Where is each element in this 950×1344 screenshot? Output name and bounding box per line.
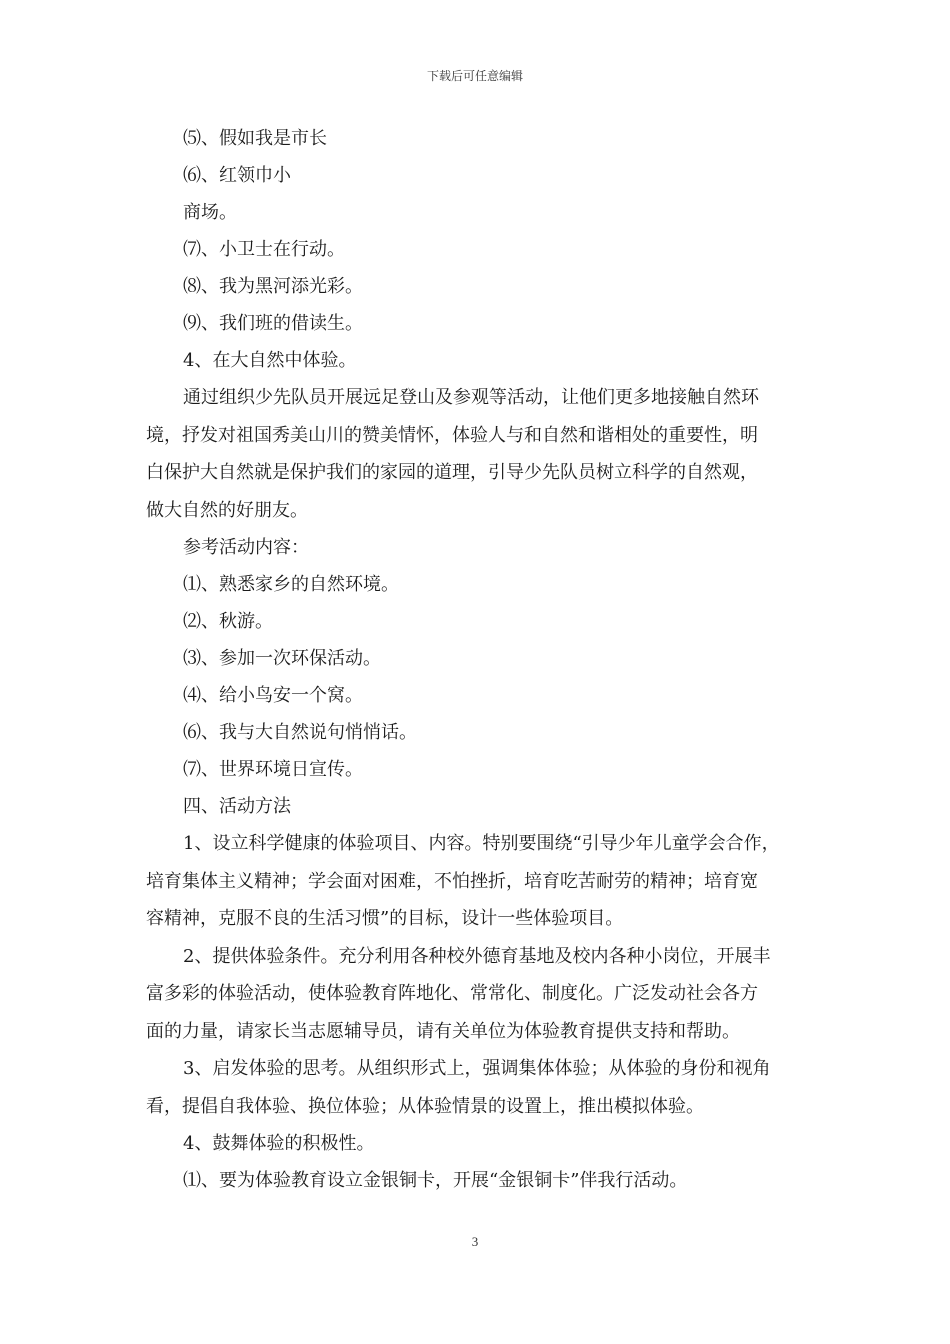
paragraph-line: 3、启发体验的思考。从组织形式上，强调集体体验；从体验的身份和视角 xyxy=(183,1058,771,1079)
list-item: ⑺、小卫士在行动。 xyxy=(183,239,345,260)
document-body xyxy=(146,120,826,1199)
section-heading: 4、在大自然中体验。 xyxy=(183,350,357,371)
list-item: ⑸、假如我是市长 xyxy=(183,128,327,149)
paragraph-line: 2、提供体验条件。充分利用各种校外德育基地及校内各种小岗位，开展丰 xyxy=(183,945,771,967)
paragraph-line: 境，抒发对祖国秀美山川的赞美情怀，体验人与和自然和谐相处的重要性，明 xyxy=(146,424,758,446)
list-item: ⑴、要为体验教育设立金银铜卡，开展“金银铜卡”伴我行活动。 xyxy=(183,1170,688,1191)
paragraph-method-3 xyxy=(146,1050,826,1125)
paragraph-line: 容精神，克服不良的生活习惯”的目标，设计一些体验项目。 xyxy=(146,908,624,929)
section-heading: 四、活动方法 xyxy=(183,796,291,817)
paragraph-method-2 xyxy=(146,938,826,1051)
paragraph-method-1 xyxy=(146,825,826,938)
paragraph-line: 看，提倡自我体验、换位体验；从体验情景的设置上，推出模拟体验。 xyxy=(146,1095,704,1117)
paragraph-line: 白保护大自然就是保护我们的家园的道理，引导少先队员树立科学的自然观， xyxy=(146,462,758,483)
list-item: ⑹、红领巾小 xyxy=(183,165,291,186)
paragraph-line: 培育集体主义精神；学会面对困难，不怕挫折，培育吃苦耐劳的精神；培育宽 xyxy=(146,870,758,892)
subheading: 参考活动内容： xyxy=(183,537,309,558)
page-header: 下载后可任意编辑 xyxy=(426,69,523,83)
list-item: ⑻、我为黑河添光彩。 xyxy=(183,276,363,297)
list-item: ⑶、参加一次环保活动。 xyxy=(183,648,381,669)
paragraph-line: 富多彩的体验活动，使体验教育阵地化、常常化、制度化。广泛发动社会各方 xyxy=(146,983,758,1004)
page-number: 3 xyxy=(471,1234,479,1249)
list-item: ⑷、给小鸟安一个窝。 xyxy=(183,685,363,706)
list-item: ⑴、熟悉家乡的自然环境。 xyxy=(183,574,399,595)
paragraph-line: 1、设立科学健康的体验项目、内容。特别要围绕“引导少年儿童学会合作， xyxy=(183,833,780,854)
list-item: ⑵、秋游。 xyxy=(183,611,273,632)
list-item: ⑼、我们班的借读生。 xyxy=(183,313,363,334)
list-item: 4、鼓舞体验的积极性。 xyxy=(183,1133,375,1154)
list-item: ⑺、世界环境日宣传。 xyxy=(183,759,363,780)
paragraph-nature xyxy=(146,379,826,529)
list-item: ⑹、我与大自然说句悄悄话。 xyxy=(183,722,417,743)
list-item: 商场。 xyxy=(183,202,237,223)
paragraph-line: 面的力量，请家长当志愿辅导员，请有关单位为体验教育提供支持和帮助。 xyxy=(146,1020,740,1042)
paragraph-line: 通过组织少先队员开展远足登山及参观等活动，让他们更多地接触自然环 xyxy=(183,387,759,408)
paragraph-line: 做大自然的好朋友。 xyxy=(146,499,308,521)
